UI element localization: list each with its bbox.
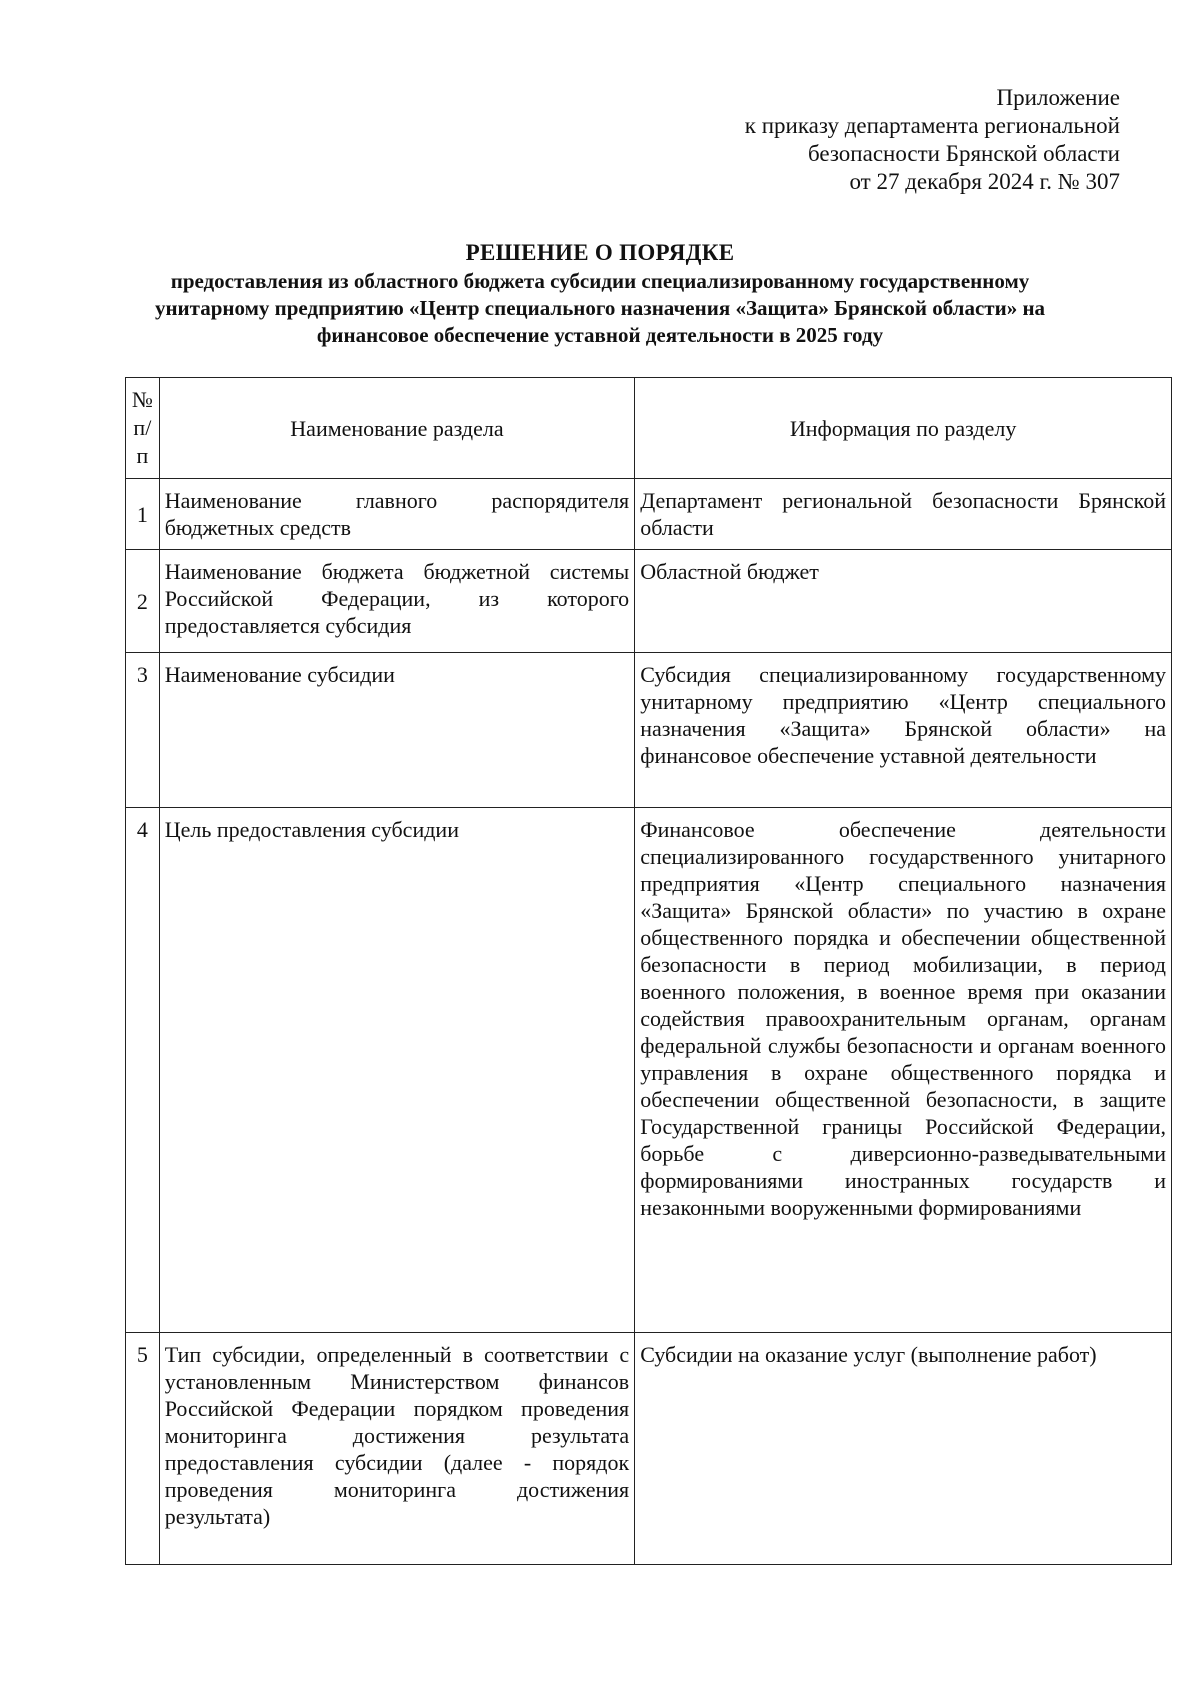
row-section-name: Наименование субсидии (159, 653, 634, 808)
title-main: РЕШЕНИЕ О ПОРЯДКЕ (465, 240, 735, 265)
table-row (126, 479, 1172, 550)
header-number-line: п (136, 443, 149, 468)
row-section-name: Тип субсидии, определенный в соответствии с установленным Министерством финансов Российской Федерации порядком проведения мониторинга достижения результата предоставления субсидии (далее - порядок проведения мониторинга достижения результата) (159, 1333, 634, 1565)
table-row (126, 1333, 1172, 1565)
row-section-name: Цель предоставления субсидии (159, 808, 634, 1333)
header-number-line: № (131, 387, 153, 412)
approval-line: Приложение (996, 85, 1120, 110)
row-section-info: Департамент региональной безопасности Брянской области (635, 479, 1172, 550)
row-section-info: Субсидии на оказание услуг (выполнение работ) (635, 1333, 1172, 1565)
row-section-info: Субсидия специализированному государственному унитарному предприятию «Центр специального назначения «Защита» Брянской области» на финансовое обеспечение уставной деятельности (635, 653, 1172, 808)
row-number: 1 (126, 479, 160, 550)
decision-table (125, 377, 1172, 1565)
row-number: 2 (126, 550, 160, 653)
table-row (126, 653, 1172, 808)
header-section-name: Наименование раздела (159, 378, 634, 479)
table-header-row (126, 378, 1172, 479)
header-number (126, 378, 160, 479)
approval-line: к приказу департамента региональной (744, 113, 1120, 138)
header-section-info: Информация по разделу (635, 378, 1172, 479)
document-title (150, 238, 1050, 349)
row-section-name: Наименование бюджета бюджетной системы Российской Федерации, из которого предоставляется субсидия (159, 550, 634, 653)
row-section-name: Наименование главного распорядителя бюджетных средств (159, 479, 634, 550)
row-number: 4 (126, 808, 160, 1333)
approval-line: безопасности Брянской области (807, 141, 1120, 166)
table-row (126, 550, 1172, 653)
row-section-info: Финансовое обеспечение деятельности специализированного государственного унитарного предприятия «Центр специального назначения «Защита» Брянской области» по участию в охране общественного порядка и обеспечении общественной безопасности в период мобилизации, в период военного положения, в военное время при оказании содействия правоохранительным органам, органам федеральной службы безопасности и органам военного управления в охране общественного порядка и обеспечении общественной безопасности, в защите Государственной границы Российской Федерации, борьбе с диверсионно-разведывательными формированиями иностранных государств и незаконными вооруженными формированиями (635, 808, 1172, 1333)
row-section-info: Областной бюджет (635, 550, 1172, 653)
table-row (126, 808, 1172, 1333)
row-number: 5 (126, 1333, 160, 1565)
title-subtitle: предоставления из областного бюджета субсидии специализированному государственному унитарному предприятию «Центр специального назначения «Защита» Брянской области» на финансовое обеспечение уставной деятельности в 2025 году (154, 269, 1046, 347)
approval-line: от 27 декабря 2024 г. № 307 (849, 169, 1120, 194)
header-number-line: п/ (133, 415, 152, 440)
approval-stamp (745, 84, 1120, 196)
row-number: 3 (126, 653, 160, 808)
